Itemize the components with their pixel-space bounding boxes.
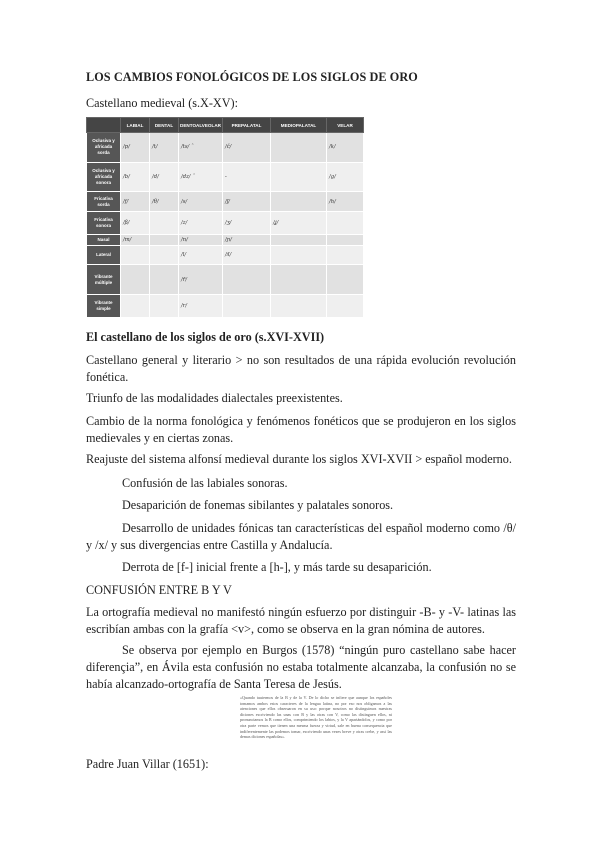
table-cell: /č/ xyxy=(223,133,271,163)
table-row-label: Fricativa sorda xyxy=(87,192,121,211)
table-cell xyxy=(150,211,179,234)
quote-attribution: Padre Juan Villar (1651): xyxy=(86,757,209,771)
table-cell xyxy=(271,234,327,245)
table-cell: /ʝ/ xyxy=(271,211,327,234)
table-cell: /d/ xyxy=(150,162,179,192)
phonology-table xyxy=(86,117,364,318)
table-cell: /n/ xyxy=(179,234,223,245)
table-cell xyxy=(271,265,327,295)
table-cell: - xyxy=(223,162,271,192)
table-cell xyxy=(271,295,327,318)
table-cell: /ʃ/ xyxy=(223,192,271,211)
table-cell: /z/ xyxy=(179,211,223,234)
table-cell xyxy=(271,162,327,192)
list-item: Confusión de las labiales sonoras. xyxy=(122,476,288,490)
table-cell: /ts/ ˆ xyxy=(179,133,223,163)
table-cell: /g/ xyxy=(327,162,364,192)
table-header-cell: LABIAL xyxy=(121,118,150,133)
table-cell: /β/ xyxy=(121,211,150,234)
paragraph: Cambio de la norma fonológica y fenómenos fonéticos que se produjeron en los siglos medievales y en ciertas zonas. xyxy=(86,414,516,445)
table-cell xyxy=(327,234,364,245)
table-header-cell: PREPALATAL xyxy=(223,118,271,133)
table-row-label: Vibrante simple xyxy=(87,295,121,318)
table-cell: /f/ xyxy=(121,192,150,211)
table-cell: /m/ xyxy=(121,234,150,245)
table-row-label: Vibrante múltiple xyxy=(87,265,121,295)
table-row-label: Lateral xyxy=(87,246,121,265)
table-row xyxy=(87,295,364,318)
paragraph: Reajuste del sistema alfonsí medieval durante los siglos XVI-XVII > español moderno. xyxy=(86,452,512,466)
table-row xyxy=(87,192,364,211)
table-cell xyxy=(271,246,327,265)
table-cell: /h/ xyxy=(327,192,364,211)
table-cell: /b/ xyxy=(121,162,150,192)
table-cell xyxy=(327,265,364,295)
table-cell xyxy=(223,295,271,318)
table-row-label: Nasal xyxy=(87,234,121,245)
table-row xyxy=(87,211,364,234)
table-header-cell: DENTOALVEOLAR xyxy=(179,118,223,133)
table-cell: /θ/ xyxy=(150,192,179,211)
paragraph: La ortografía medieval no manifestó ningún esfuerzo por distinguir -B- y -V- latinas las escribían ambas con la grafía <v>, como se observa en la gran nómina de autores. xyxy=(86,605,516,636)
table-cell xyxy=(121,295,150,318)
table-row xyxy=(87,246,364,265)
table-row xyxy=(87,234,364,245)
table-cell xyxy=(121,265,150,295)
list-item: Desarrollo de unidades fónicas tan características del español moderno como /θ/ y /x/ y sus divergencias entre Castilla y Andalucía. xyxy=(86,521,516,552)
table-cell: /t/ xyxy=(150,133,179,163)
table-cell xyxy=(121,246,150,265)
paragraph: Castellano general y literario > no son resultados de una rápida evolución revolución fonética. xyxy=(86,353,516,384)
list-item: Desaparición de fonemas sibilantes y palatales sonoros. xyxy=(122,498,394,512)
scanned-quote-image: «Quando tuuiermos de la B y de la V. De lo dicho se infiere que aunque los españoles tomamos ambos estos caracteres de la lengua latina, no por eso nos obligamos a las atenciones que ellos obseruaron en su uso: porque nosotros no distinguimos nuestras diciones escriviendo las unas con B y las otras con V, como las distinguen ellos, ni pronunciamos la B como ellos, comprimiendo los labios, y la V apartándolos, y como por otra parte vemos que tienen una mesma fuerza y virtud, sale en buena consequencia que indiferentemente las podemos tomar, escriviendo unas vezes breve y otras crebe, y assi las demas diciones españolas». xyxy=(240,695,392,740)
table-cell xyxy=(223,265,271,295)
table-cell xyxy=(327,295,364,318)
golden-age-heading: El castellano de los siglos de oro (s.XVI-XVII) xyxy=(86,330,325,344)
table-cell: /ɲ/ xyxy=(223,234,271,245)
table-cell: /ʎ/ xyxy=(223,246,271,265)
table-header-cell: DENTAL xyxy=(150,118,179,133)
table-header-cell: MEDIOPALATAL xyxy=(271,118,327,133)
table-cell: /s/ xyxy=(179,192,223,211)
table-cell xyxy=(150,234,179,245)
table-cell: /r/ xyxy=(179,295,223,318)
table-row-label: Fricativa sonora xyxy=(87,211,121,234)
paragraph: Se observa por ejemplo en Burgos (1578) “ningún puro castellano sabe hacer diferençia”, en Ávila esta confusión no estaba totalmente alcanzaba, la confusión no se había alcanzado-ortografía de Santa Teresa de Jesús. xyxy=(86,643,516,691)
table-cell xyxy=(271,133,327,163)
paragraph: Triunfo de las modalidades dialectales preexistentes. xyxy=(86,391,343,405)
list-item: Derrota de [f-] inicial frente a [h-], y más tarde su desaparición. xyxy=(122,560,432,574)
table-row xyxy=(87,133,364,163)
table-row-label: Oclusiva y africada sonora xyxy=(87,162,121,192)
table-cell: /dz/ ˆ xyxy=(179,162,223,192)
medieval-heading: Castellano medieval (s.X-XV): xyxy=(86,96,238,110)
table-cell xyxy=(150,295,179,318)
document-title: LOS CAMBIOS FONOLÓGICOS DE LOS SIGLOS DE ORO xyxy=(86,70,418,84)
table-header-row xyxy=(87,118,364,133)
table-cell: /k/ xyxy=(327,133,364,163)
table-header-cell xyxy=(87,118,121,133)
table-cell xyxy=(150,246,179,265)
table-header-cell: VELAR xyxy=(327,118,364,133)
table-row-label: Oclusiva y africada sorda xyxy=(87,133,121,163)
table-cell: /ʒ/ xyxy=(223,211,271,234)
table-cell: /r̄/ xyxy=(179,265,223,295)
table-cell: /p/ xyxy=(121,133,150,163)
table-row xyxy=(87,265,364,295)
table-cell xyxy=(271,192,327,211)
confusion-heading: CONFUSIÓN ENTRE B Y V xyxy=(86,583,232,597)
table-cell xyxy=(327,211,364,234)
table-cell: /l/ xyxy=(179,246,223,265)
table-cell xyxy=(150,265,179,295)
table-cell xyxy=(327,246,364,265)
table-row xyxy=(87,162,364,192)
